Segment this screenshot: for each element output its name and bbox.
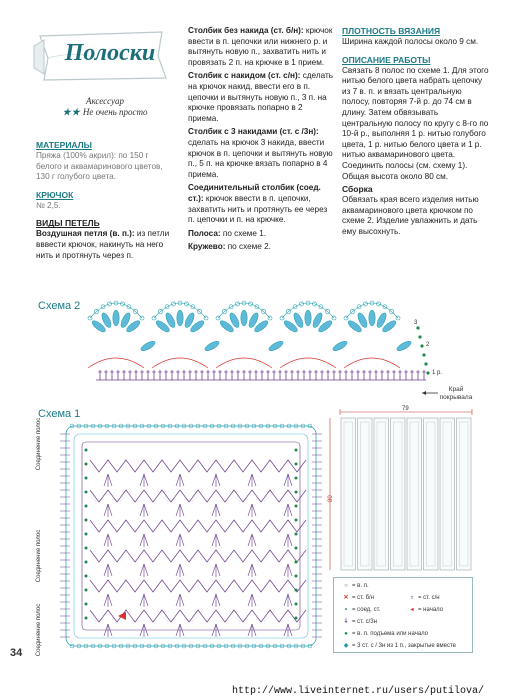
row-number: 3 <box>414 320 418 326</box>
stitch-text: крючок ввести в п. цепочки или нижнего р. и вытянуть новую п., захватить нить и провязать 2 п. на крючке в 1 прием. <box>188 26 333 67</box>
slip-stitch-dot <box>85 491 88 494</box>
work-heading: ОПИСАНИЕ РАБОТЫ <box>342 54 431 65</box>
materials-heading: МАТЕРИАЛЫ <box>36 140 92 150</box>
stitch-mark <box>144 474 148 486</box>
stitch-mark <box>140 564 144 576</box>
legend-item <box>340 594 374 602</box>
slip-stitch-dot <box>85 533 88 536</box>
cluster-icon: ◆ <box>343 643 349 649</box>
turning-chain-dot <box>420 344 423 347</box>
stitch-mark <box>284 474 288 486</box>
stitch-mark <box>144 534 148 546</box>
zigzag-row <box>90 550 306 562</box>
stitch-mark <box>284 504 288 516</box>
slip-stitch-dot <box>85 603 88 606</box>
legend-item <box>340 582 369 590</box>
middle-frame <box>74 434 308 638</box>
single-crochet-icon: ✕ <box>343 595 349 601</box>
scheme2-petals <box>90 310 412 353</box>
double-crochet-icon: ⸗ <box>411 595 413 601</box>
stitch-mark <box>104 564 108 576</box>
column-stitches <box>188 26 333 256</box>
slip-stitch-dot <box>295 547 298 550</box>
zigzag-row <box>90 460 306 472</box>
stitch-mark <box>212 474 216 486</box>
page-number: 34 <box>10 647 23 659</box>
slip-stitch-dot <box>85 449 88 452</box>
stitch-mark <box>108 504 112 516</box>
stitch-mark <box>252 564 256 576</box>
legend-text: = 3 ст. с / 3н из 1 п., закрытые вместе <box>352 643 456 649</box>
stitch-mark <box>216 594 220 606</box>
stitch-mark <box>144 594 148 606</box>
petal <box>332 339 349 352</box>
chain-arc <box>280 358 336 368</box>
stitch-mark <box>252 504 256 516</box>
stitch-mark <box>176 534 180 546</box>
slip-stitch-dot <box>85 477 88 480</box>
legend-text: = ст. с/н <box>418 595 440 601</box>
slip-stitch-dot <box>295 477 298 480</box>
density-heading: ПЛОТНОСТЬ ВЯЗАНИЯ <box>342 26 441 36</box>
title-ribbon <box>30 28 170 84</box>
scheme2-label: Схема 2 <box>38 300 81 312</box>
stitch-mark <box>288 594 292 606</box>
stitch-mark <box>144 504 148 516</box>
category-label: Аксессуар <box>85 96 125 106</box>
row-number: 2 <box>426 342 430 348</box>
stitch-desc <box>188 242 333 253</box>
stitch-text: крючок ввести в п. цепочки, захватить нить и протянуть ее через п. цепочки и п. на крючке. <box>188 193 328 225</box>
stitch-mark <box>180 534 184 546</box>
footer-url: http://www.liveinternet.ru/users/putilova/ <box>232 686 485 697</box>
stitch-text: сделать на крючок 3 накида, ввести крючок в п. цепочки и вытянуть новую п., 5 п. на крючке вязать попарно в 4 приема. <box>188 137 333 179</box>
blanket-strip <box>391 418 406 570</box>
column-instructions <box>342 26 490 238</box>
chain-stitch-text: из петли вввести крючок, накинуть на него нить и протянуть через п. <box>36 229 170 260</box>
stitch-mark <box>180 564 184 576</box>
scheme2-diagram <box>96 284 441 388</box>
stitch-mark <box>252 594 256 606</box>
chain-stitch-desc <box>36 229 176 261</box>
stitch-mark <box>108 594 112 606</box>
petal <box>204 339 221 352</box>
petal <box>396 339 413 352</box>
stitch-mark <box>288 534 292 546</box>
stitch-mark <box>284 594 288 606</box>
stitch-mark <box>108 534 112 546</box>
stitch-mark <box>140 474 144 486</box>
stitch-mark <box>252 474 256 486</box>
outer-frame <box>66 426 316 646</box>
inner-frame <box>82 442 300 630</box>
chain-icon: ○ <box>344 583 348 589</box>
zigzag-row <box>90 490 306 502</box>
legend-text: = ст. с/3н <box>352 619 377 625</box>
petal <box>177 310 183 326</box>
stitch-title: Столбик с накидом (ст. с/н): <box>188 71 301 81</box>
stitch-text: сделать на крючок накид, ввести его в п. цепочки и вытянуть новую п., 3 п. на крючке провязать попарно в 2 приема. <box>188 71 334 123</box>
slip-stitch-dot <box>295 463 298 466</box>
stitch-text: по схеме 2. <box>227 242 271 252</box>
edge-label: Край покрывала <box>439 386 473 401</box>
turning-chain-dot <box>424 362 427 365</box>
treble-crochet-icon: ⸸ <box>344 619 348 625</box>
turning-chain-dot <box>418 335 421 338</box>
stitch-mark <box>180 594 184 606</box>
stitch-title: Кружево: <box>188 242 226 252</box>
stitch-mark <box>248 474 252 486</box>
chain-arc <box>88 358 144 368</box>
difficulty-stars: ★★ <box>62 107 81 117</box>
start-arrow-icon: ◂ <box>410 607 414 613</box>
stitch-mark <box>284 534 288 546</box>
slip-stitch-dot <box>295 561 298 564</box>
scheme1-diagram <box>56 420 326 654</box>
stitch-mark <box>288 504 292 516</box>
stitch-mark <box>140 534 144 546</box>
stitch-mark <box>104 534 108 546</box>
edge-arrow <box>420 388 440 398</box>
assembly-text: Обвязать края всего изделия нитью аквамаринового цвета крючком по схеме 2. Изделие увлажнить и дать ему высохнуть. <box>342 195 479 236</box>
stitch-mark <box>284 564 288 576</box>
blanket-strip <box>424 418 439 570</box>
stitch-mark <box>180 504 184 516</box>
stitch-mark <box>144 564 148 576</box>
slip-stitch-dot <box>85 575 88 578</box>
difficulty-line <box>40 107 170 118</box>
blanket-strip <box>341 418 356 570</box>
join-label-mid: Соединение полос <box>36 529 42 583</box>
stitch-title: Столбик с 3 накидами (ст. с /3н): <box>188 127 319 137</box>
stitch-mark <box>212 594 216 606</box>
hook-text: № 2,5. <box>36 200 61 210</box>
slip-stitch-dot <box>85 519 88 522</box>
stitch-title: Столбик без накида (ст. б/н): <box>188 26 304 35</box>
row-number: 1 р. <box>432 370 443 376</box>
turning-chain-icon: ● <box>344 631 348 637</box>
slip-stitch-dot <box>295 617 298 620</box>
slip-stitch-dot <box>295 505 298 508</box>
stitch-mark <box>212 504 216 516</box>
slip-stitch-dot <box>295 519 298 522</box>
slip-stitch-dot <box>295 603 298 606</box>
height-label: 80 <box>328 495 334 502</box>
slip-stitch-dot <box>295 491 298 494</box>
slip-stitch-dot <box>295 589 298 592</box>
stitch-mark <box>176 474 180 486</box>
stitch-desc <box>188 71 333 124</box>
scheme2-picots <box>88 301 430 375</box>
stitch-mark <box>248 594 252 606</box>
slip-stitch-dot <box>85 547 88 550</box>
legend-text: = соед. ст. <box>352 607 381 613</box>
turning-chain-dot <box>416 326 419 329</box>
blanket-strip <box>374 418 389 570</box>
join-label-top: Соединение полос <box>36 417 42 471</box>
loops-heading: ВИДЫ ПЕТЕЛЬ <box>36 218 100 229</box>
petal <box>241 310 247 326</box>
zigzag-row <box>90 580 306 592</box>
stitch-mark <box>248 504 252 516</box>
stitch-mark <box>104 474 108 486</box>
legend-item <box>406 606 443 614</box>
blanket-diagram <box>326 404 476 574</box>
join-label-bottom: Соединение полос <box>36 603 42 657</box>
slip-stitch-dot <box>295 575 298 578</box>
stitch-mark <box>140 504 144 516</box>
materials-text: Пряжа (100% акрил): по 150 г белого и аквамаринового цветов, 130 г голубого цвета. <box>36 151 163 182</box>
slip-stitch-dot <box>85 561 88 564</box>
petal <box>113 310 119 326</box>
legend-item <box>406 594 440 602</box>
chain-arc <box>152 358 208 368</box>
stitch-mark <box>216 564 220 576</box>
slip-stitch-dot <box>295 533 298 536</box>
stitch-mark <box>104 594 108 606</box>
stitch-mark <box>216 534 220 546</box>
slip-stitch-dot <box>85 463 88 466</box>
stitch-mark <box>288 474 292 486</box>
scheme2-base-stitches <box>98 370 426 380</box>
petal <box>305 310 311 326</box>
legend-text: = в. п. подъема или начало <box>352 631 429 637</box>
stitch-title: Соединительный столбик (соед. ст.): <box>188 183 321 203</box>
stitch-mark <box>252 534 256 546</box>
stitch-desc <box>188 127 333 180</box>
stitch-mark <box>108 564 112 576</box>
slip-stitch-dot <box>85 589 88 592</box>
stitch-mark <box>108 474 112 486</box>
turning-chain-dot <box>422 353 425 356</box>
stitch-mark <box>216 474 220 486</box>
scheme1-label: Схема 1 <box>38 408 81 420</box>
stitch-desc <box>188 183 333 225</box>
petal <box>140 339 157 352</box>
legend-text: = начало <box>418 607 444 613</box>
legend-item <box>340 630 428 638</box>
assembly-heading: Сборка <box>342 184 373 195</box>
turning-chain-dot <box>426 371 429 374</box>
difficulty-label: Не очень просто <box>82 107 148 117</box>
column-materials <box>36 140 176 261</box>
slip-stitch-icon: • <box>344 607 348 613</box>
width-label: 79 <box>402 406 409 412</box>
work-text: Связать 8 полос по схеме 1. Для этого нитью белого цвета набрать цепочку из 7 в. п. и вязать центральную полосу, повторяя 7-й р. до 74 см в длину. Затем обвязывать центральную полосу по кругу с 8-го по 10-й р., выполняя 1 р. нитью голубого цвета, 1 р. нитью белого цвета и 1 р. нитью аквамаринового цвета. Соединить полосы (см. схему 1). Общая высота около 80 см. <box>342 65 489 181</box>
difficulty-block <box>40 96 170 118</box>
blanket-strip <box>358 418 373 570</box>
legend-text: = в. п. <box>352 583 369 589</box>
hook-heading: КРЮЧОК <box>36 189 74 200</box>
stitch-mark <box>248 564 252 576</box>
density-text: Ширина каждой полосы около 9 см. <box>342 37 479 46</box>
chain-arc <box>344 358 400 368</box>
legend-item <box>340 642 456 650</box>
stitch-mark <box>176 564 180 576</box>
stitch-mark <box>212 534 216 546</box>
stitch-mark <box>176 504 180 516</box>
scheme1-frame <box>60 424 322 648</box>
slip-stitch-dot <box>295 449 298 452</box>
stitch-title: Полоса: <box>188 228 221 238</box>
blanket-strip <box>440 418 455 570</box>
stitch-mark <box>248 534 252 546</box>
legend-item <box>340 606 380 614</box>
legend <box>333 577 473 653</box>
stitch-mark <box>216 504 220 516</box>
page-title: Полоски <box>64 40 156 66</box>
stitch-desc <box>188 229 333 240</box>
petal <box>268 339 285 352</box>
legend-item <box>340 618 377 626</box>
stitch-mark <box>180 474 184 486</box>
scheme1-inner <box>85 449 307 638</box>
stitch-mark <box>288 564 292 576</box>
slip-stitch-dot <box>85 505 88 508</box>
stitch-desc <box>188 26 333 68</box>
stitch-mark <box>176 594 180 606</box>
stitch-mark <box>140 594 144 606</box>
chain-arc <box>216 358 272 368</box>
petal <box>369 310 375 326</box>
stitch-text: по схеме 1. <box>222 228 267 238</box>
blanket-strip <box>457 418 472 570</box>
zigzag-row <box>90 520 306 532</box>
blanket-strip <box>407 418 422 570</box>
legend-text: = ст. б/н <box>352 595 375 601</box>
chain-stitch-title: Воздушная петля (в. п.): <box>36 229 135 239</box>
stitch-mark <box>212 564 216 576</box>
blanket-strips <box>341 418 471 570</box>
stitch-mark <box>104 504 108 516</box>
slip-stitch-dot <box>85 617 88 620</box>
